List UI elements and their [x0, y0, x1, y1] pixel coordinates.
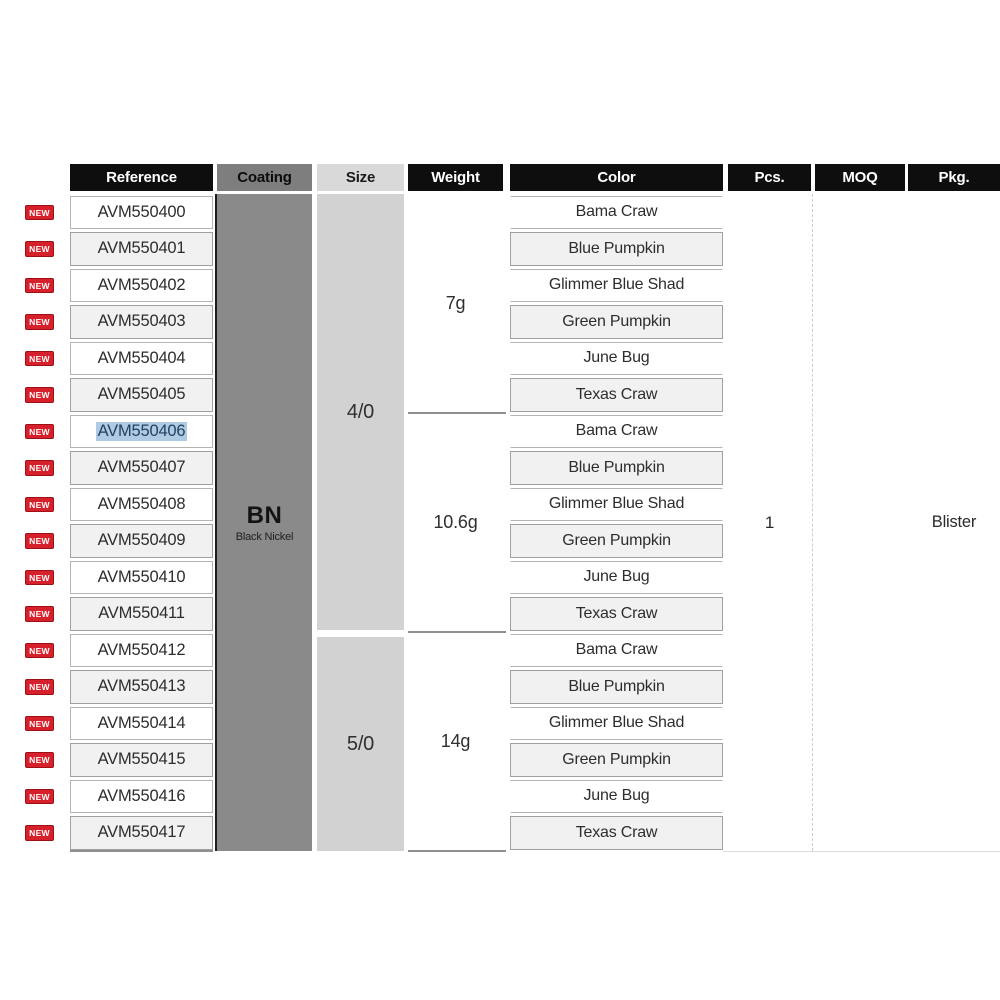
size-cell: 5/0	[317, 637, 404, 851]
reference-text: AVM550410	[97, 567, 186, 586]
reference-text: AVM550414	[97, 713, 186, 732]
reference-cell[interactable]	[70, 488, 213, 522]
color-cell: Texas Craw	[510, 597, 723, 631]
weight-value: 7g	[445, 292, 466, 313]
reference-bottom-rule	[70, 850, 213, 852]
new-badge: NEW	[25, 789, 54, 805]
color-cell: Glimmer Blue Shad	[510, 269, 723, 303]
reference-cell[interactable]	[70, 305, 213, 339]
reference-text: AVM550408	[97, 494, 186, 513]
size-cell: 4/0	[317, 194, 404, 630]
column-header-pcs: Pcs.	[728, 164, 811, 191]
reference-text: AVM550405	[97, 385, 186, 404]
reference-text: AVM550400	[97, 202, 186, 221]
reference-text: AVM550412	[97, 640, 186, 659]
new-badge: NEW	[25, 533, 54, 549]
reference-cell[interactable]	[70, 707, 213, 741]
new-badge: NEW	[25, 205, 54, 221]
color-cell: Bama Craw	[510, 415, 723, 449]
coating-cell	[215, 194, 312, 851]
weight-value: 14g	[440, 730, 471, 751]
reference-cell[interactable]	[70, 524, 213, 558]
coating-code: BN	[246, 502, 283, 529]
reference-cell[interactable]	[70, 378, 213, 412]
reference-cell[interactable]	[70, 816, 213, 850]
weight-bottom-rule	[408, 850, 506, 852]
reference-text: AVM550411	[98, 604, 185, 623]
reference-cell[interactable]	[70, 634, 213, 668]
new-badge: NEW	[25, 570, 54, 586]
pkg-value: Blister	[931, 513, 977, 531]
reference-cell[interactable]	[70, 196, 213, 230]
right-bottom-rule	[723, 851, 1000, 852]
reference-column	[70, 194, 213, 851]
reference-text: AVM550413	[97, 677, 186, 696]
pcs-value: 1	[764, 512, 775, 532]
color-cell: Bama Craw	[510, 196, 723, 230]
color-cell: Texas Craw	[510, 816, 723, 850]
reference-text: AVM550415	[97, 750, 186, 769]
color-cell: Green Pumpkin	[510, 743, 723, 777]
reference-cell[interactable]	[70, 342, 213, 376]
weight-group-divider	[408, 412, 506, 414]
new-badge: NEW	[25, 387, 54, 403]
column-header-moq: MOQ	[815, 164, 905, 191]
color-cell: June Bug	[510, 561, 723, 595]
reference-cell[interactable]	[70, 743, 213, 777]
color-cell: June Bug	[510, 780, 723, 814]
color-cell: Texas Craw	[510, 378, 723, 412]
reference-cell[interactable]	[70, 597, 213, 631]
column-header-coating: Coating	[217, 164, 312, 191]
reference-cell[interactable]	[70, 269, 213, 303]
column-header-color: Color	[510, 164, 723, 191]
new-badge: NEW	[25, 716, 54, 732]
reference-cell[interactable]	[70, 670, 213, 704]
reference-cell[interactable]	[70, 780, 213, 814]
reference-text: AVM550417	[97, 823, 186, 842]
reference-text: AVM550402	[97, 275, 186, 294]
color-cell: Green Pumpkin	[510, 524, 723, 558]
reference-cell[interactable]	[70, 451, 213, 485]
color-column	[510, 194, 723, 851]
reference-text: AVM550407	[97, 458, 186, 477]
color-cell: Blue Pumpkin	[510, 451, 723, 485]
reference-cell[interactable]	[70, 232, 213, 266]
reference-text: AVM550416	[97, 786, 186, 805]
color-cell: Glimmer Blue Shad	[510, 488, 723, 522]
reference-text: AVM550409	[97, 531, 186, 550]
color-cell: June Bug	[510, 342, 723, 376]
reference-text: AVM550401	[97, 239, 186, 258]
new-badge: NEW	[25, 241, 54, 257]
color-cell: Blue Pumpkin	[510, 232, 723, 266]
weight-value: 10.6g	[433, 511, 478, 532]
new-badge: NEW	[25, 351, 54, 367]
coating-name: Black Nickel	[235, 531, 294, 543]
new-badge: NEW	[25, 424, 54, 440]
new-badge: NEW	[25, 278, 54, 294]
color-cell: Glimmer Blue Shad	[510, 707, 723, 741]
new-badge-column	[25, 194, 54, 851]
reference-text-selected: AVM550406	[97, 421, 186, 440]
new-badge: NEW	[25, 825, 54, 841]
new-badge: NEW	[25, 752, 54, 768]
column-header-size: Size	[317, 164, 404, 191]
column-header-pkg: Pkg.	[908, 164, 1000, 191]
color-cell: Blue Pumpkin	[510, 670, 723, 704]
reference-cell[interactable]	[70, 415, 213, 449]
reference-cell[interactable]	[70, 561, 213, 595]
color-cell: Bama Craw	[510, 634, 723, 668]
weight-group-divider	[408, 631, 506, 633]
reference-text: AVM550404	[97, 348, 186, 367]
new-badge: NEW	[25, 460, 54, 476]
new-badge: NEW	[25, 497, 54, 513]
pcs-moq-divider	[812, 194, 813, 851]
column-header-weight: Weight	[408, 164, 503, 191]
reference-text: AVM550403	[97, 312, 186, 331]
color-cell: Green Pumpkin	[510, 305, 723, 339]
new-badge: NEW	[25, 643, 54, 659]
new-badge: NEW	[25, 606, 54, 622]
column-header-reference: Reference	[70, 164, 213, 191]
new-badge: NEW	[25, 314, 54, 330]
new-badge: NEW	[25, 679, 54, 695]
